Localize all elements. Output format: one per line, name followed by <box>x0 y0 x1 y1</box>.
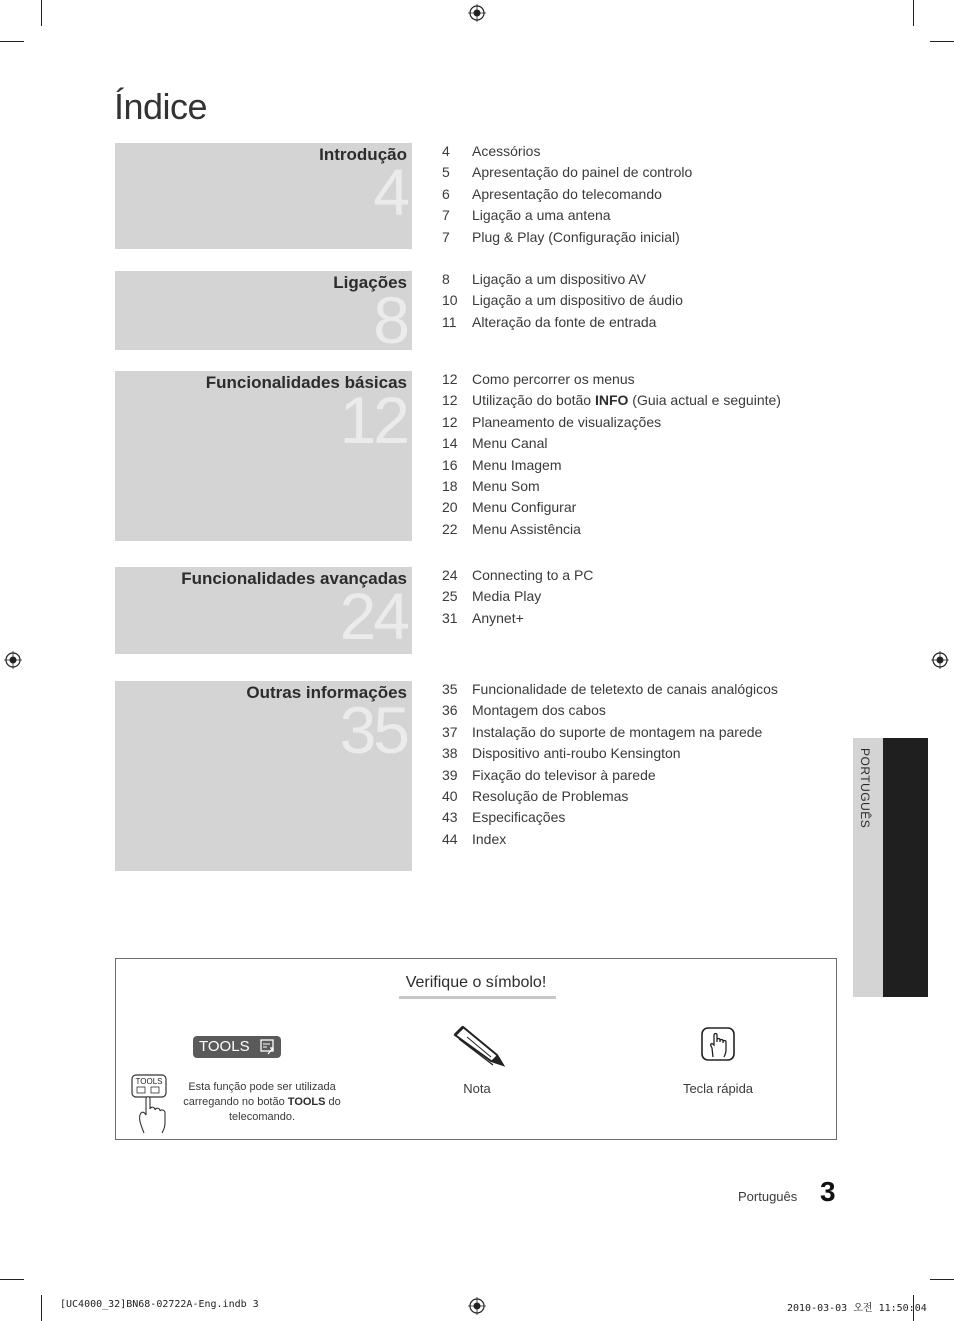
side-tab-dark-strip <box>883 738 928 997</box>
toc-text-part: (Guia actual e seguinte) <box>628 392 781 409</box>
toc-text: Acessórios <box>472 143 541 159</box>
toc-text: Resolução de Problemas <box>472 787 629 804</box>
toc-text: Menu Canal <box>472 435 548 452</box>
section-name: Funcionalidades avançadas <box>181 569 407 588</box>
section-box-funcionalidades-basicas <box>115 371 412 541</box>
toc-page: 35 <box>442 681 458 697</box>
print-slug-timestamp: 2010-03-03 오전 11:50:04 <box>787 1303 927 1314</box>
toc-page: 7 <box>442 228 450 245</box>
crop-mark <box>930 1279 954 1280</box>
toc-page: 16 <box>442 456 458 473</box>
toc-text: Montagem dos cabos <box>472 702 606 719</box>
toc-page: 14 <box>442 435 458 452</box>
section-name: Outras informações <box>246 683 407 702</box>
toc-page: 12 <box>442 413 458 430</box>
toc-page: 40 <box>442 787 458 804</box>
toc-text: Index <box>472 830 507 847</box>
crop-mark <box>41 1295 42 1321</box>
footer-language: Português <box>738 1189 798 1204</box>
toc-text: Ligação a um dispositivo de áudio <box>472 292 683 309</box>
pencil-icon <box>451 1025 507 1067</box>
hotkey-label: Tecla rápida <box>682 1081 754 1096</box>
registration-mark-icon <box>468 4 486 22</box>
tools-button-icon <box>260 1039 276 1055</box>
toc-text: Fixação do televisor à parede <box>472 766 656 783</box>
toc-text-part: Utilização do botão <box>472 392 595 409</box>
toc-text: Dispositivo anti-roubo Kensington <box>472 745 681 762</box>
toc-text: Media Play <box>472 588 542 605</box>
note-label: Nota <box>463 1081 491 1096</box>
symbol-legend-box <box>115 958 837 1140</box>
toc-page: 24 <box>442 567 458 583</box>
toc-text: Menu Som <box>472 477 540 494</box>
crop-mark <box>913 0 914 26</box>
page-title: Índice <box>114 86 208 127</box>
toc-text: Apresentação do painel de controlo <box>472 164 693 181</box>
crop-mark <box>930 41 954 42</box>
toc-page: 20 <box>442 499 458 516</box>
toc-page: 7 <box>442 207 450 224</box>
crop-mark <box>41 0 42 26</box>
remote-tools-press-icon <box>130 1073 172 1135</box>
toc-page: 12 <box>442 371 458 387</box>
side-tab-label: PORTUGUÊS <box>858 748 872 829</box>
registration-mark-icon <box>468 1297 486 1315</box>
toc-page: 4 <box>442 143 450 159</box>
toc-page: 18 <box>442 477 458 494</box>
toc-text: Menu Assistência <box>472 520 581 537</box>
toc-page: 25 <box>442 588 458 605</box>
toc-text: Especificações <box>472 809 566 826</box>
section-number: 12 <box>339 383 407 457</box>
toc-page: 5 <box>442 164 450 181</box>
section-number: 24 <box>339 579 407 653</box>
section-box-ligacoes <box>115 271 412 357</box>
toc-text: Connecting to a PC <box>472 567 594 583</box>
toc-text: Alteração da fonte de entrada <box>472 313 657 330</box>
section-box-introducao <box>115 143 412 249</box>
toc-text: Ligação a uma antena <box>472 207 611 224</box>
registration-mark-icon <box>4 651 22 669</box>
section-name: Ligações <box>333 273 407 292</box>
toc-page: 6 <box>442 185 450 202</box>
tools-description-bold: TOOLS <box>287 1096 326 1108</box>
toc-text <box>472 392 781 408</box>
page-number: 3 <box>820 1176 836 1207</box>
toc-text: Menu Configurar <box>472 499 577 516</box>
tools-description-part: do telecomando. <box>228 1096 341 1123</box>
toc-text: Apresentação do telecomando <box>472 185 662 202</box>
toc-page: 44 <box>442 830 458 847</box>
tools-badge-label: TOOLS <box>199 1038 250 1055</box>
tools-description <box>176 1080 348 1125</box>
toc-text: Funcionalidade de teletexto de canais analógicos <box>472 681 778 697</box>
toc-text: Plug & Play (Configuração inicial) <box>472 228 680 245</box>
section-box-outras-informacoes <box>115 681 412 871</box>
toc-page: 43 <box>442 809 458 826</box>
toc-text: Planeamento de visualizações <box>472 413 662 430</box>
symbol-legend-title: Verifique o símbolo! <box>405 974 547 991</box>
crop-mark <box>0 1279 24 1280</box>
section-name: Funcionalidades básicas <box>205 373 407 392</box>
toc-text: Menu Imagem <box>472 456 562 473</box>
remote-tools-label: TOOLS <box>135 1077 163 1086</box>
toc-page: 39 <box>442 766 458 783</box>
toc-page: 37 <box>442 723 458 740</box>
section-number: 8 <box>373 283 407 357</box>
tools-badge <box>193 1036 281 1058</box>
print-slug-file: [UC4000_32]BN68-02722A-Eng.indb 3 <box>60 1299 259 1310</box>
section-name: Introdução <box>319 145 407 164</box>
info-button-label: INFO <box>594 392 629 409</box>
crop-mark <box>0 41 24 42</box>
registration-mark-icon <box>931 651 949 669</box>
tools-description-part: Esta função pode ser utilizada carregando no botão <box>183 1081 336 1108</box>
toc-page: 31 <box>442 609 458 626</box>
toc-page: 11 <box>442 313 457 330</box>
section-box-funcionalidades-avancadas <box>115 567 412 654</box>
toc-page: 36 <box>442 702 458 719</box>
toc-text: Como percorrer os menus <box>472 371 635 387</box>
toc-page: 8 <box>442 271 450 287</box>
toc-text: Anynet+ <box>472 609 524 626</box>
finger-press-icon <box>701 1027 735 1061</box>
section-number: 4 <box>373 155 407 229</box>
toc-text: Instalação do suporte de montagem na parede <box>472 723 763 740</box>
section-number: 35 <box>339 693 407 767</box>
toc-page: 12 <box>442 392 458 409</box>
toc-page: 38 <box>442 745 458 762</box>
symbol-title-underline <box>399 996 556 999</box>
language-side-tab <box>853 738 928 997</box>
toc-text: Ligação a um dispositivo AV <box>472 271 647 287</box>
toc-page: 22 <box>442 520 458 537</box>
toc-page: 10 <box>442 292 458 309</box>
